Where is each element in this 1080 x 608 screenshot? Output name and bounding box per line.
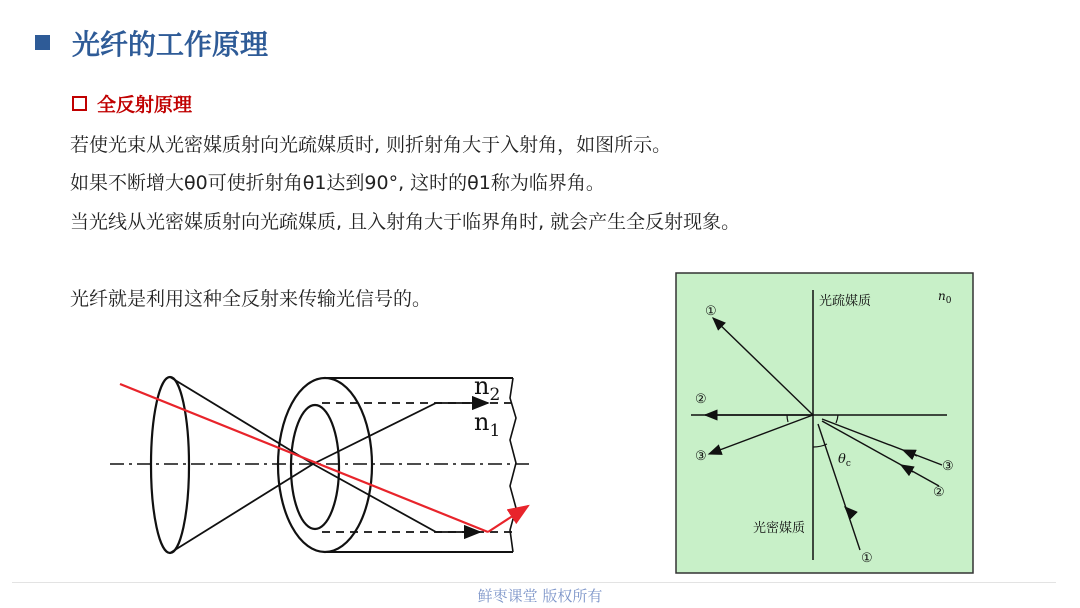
marker-2-refracted: ②	[695, 392, 707, 407]
fiber-cut-end	[510, 378, 516, 552]
section-bullet-box	[72, 96, 87, 111]
footer-divider	[12, 582, 1056, 583]
marker-1-incident: ①	[861, 551, 873, 566]
n1-label: $n_1$	[474, 408, 501, 441]
title-bullet-square	[35, 35, 50, 50]
n0-label: $n_0$	[938, 289, 952, 306]
marker-1-refracted: ①	[705, 304, 717, 319]
theta-c-label: $\theta_c$	[838, 452, 851, 469]
leaky-ray-refracted	[488, 506, 528, 532]
leaky-ray	[120, 384, 488, 532]
footer-copyright: 鲜枣课堂 版权所有	[477, 587, 603, 605]
marker-3-incident: ③	[942, 459, 954, 474]
rare-medium-label: 光疏媒质	[819, 294, 872, 309]
n2-label: $n_2$	[474, 372, 501, 405]
fiber-note: 光纤就是利用这种全反射来传输光信号的。	[70, 288, 432, 310]
cone-ray-top	[170, 377, 313, 464]
fiber-core-ring	[291, 405, 339, 529]
paragraph-line-1: 若使光束从光密媒质射向光疏媒质时, 则折射角大于入射角，如图所示。	[70, 134, 672, 156]
paragraph-line-2: 如果不断增大θ0可使折射角θ1达到90°, 这时的θ1称为临界角。	[70, 172, 605, 194]
marker-3-reflected: ③	[695, 449, 707, 464]
refraction-diagram	[675, 272, 974, 574]
fiber-diagram	[100, 360, 540, 560]
dense-medium-label: 光密媒质	[753, 521, 806, 536]
marker-2-incident: ②	[933, 485, 945, 500]
section-heading: 全反射原理	[97, 94, 193, 116]
paragraph-line-3: 当光线从光密媒质射向光疏媒质, 且入射角大于临界角时, 就会产生全反射现象。	[70, 211, 741, 233]
cone-ray-bottom	[170, 464, 313, 553]
page-title: 光纤的工作原理	[72, 28, 269, 61]
